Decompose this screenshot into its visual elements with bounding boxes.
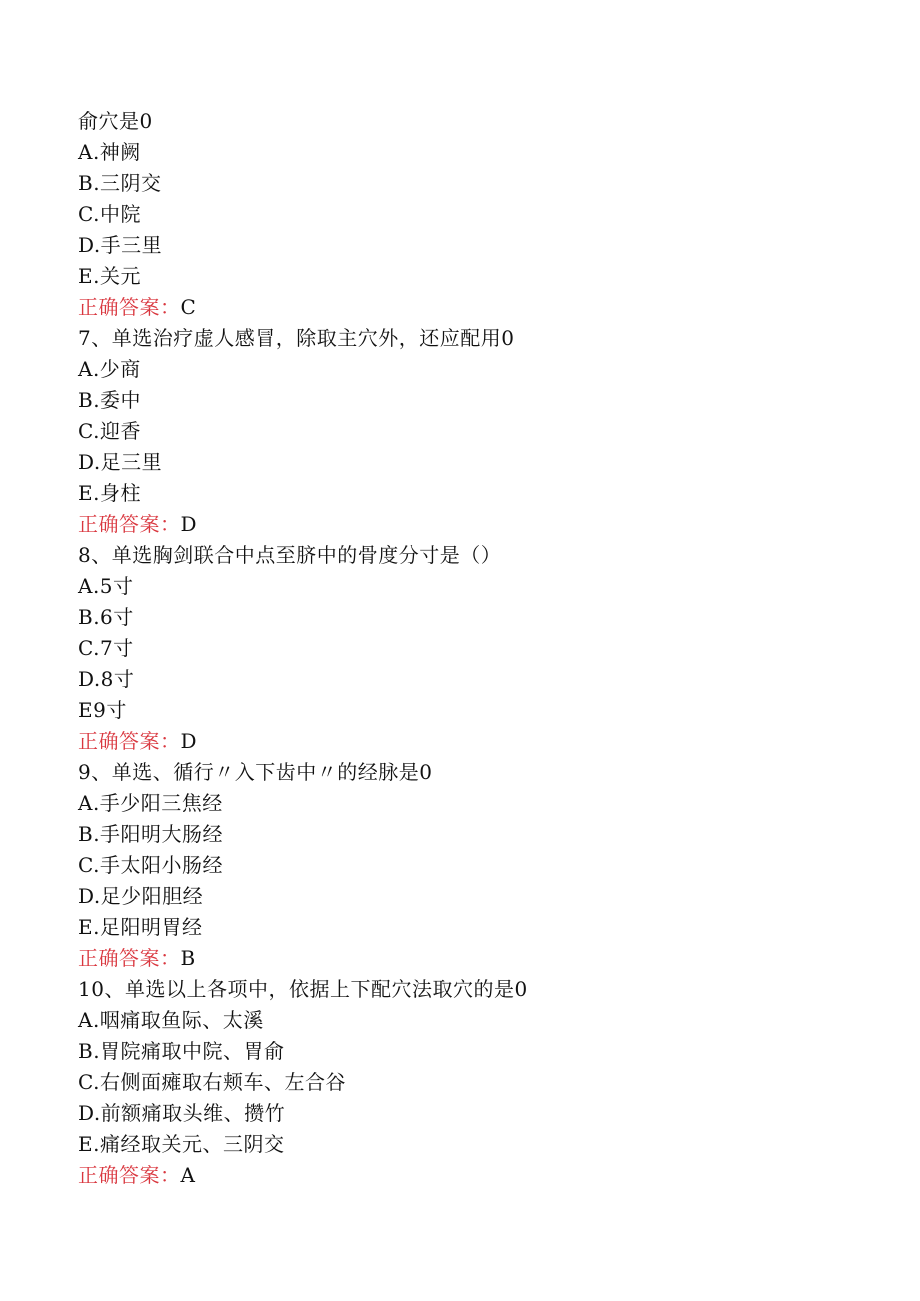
- option-c: C.右侧面瘫取右颊车、左合谷: [78, 1070, 346, 1094]
- option-c: C.手太阳小肠经: [78, 853, 223, 877]
- option-d: D.前额痛取头维、攒竹: [78, 1101, 286, 1125]
- answer-value: A: [180, 1163, 196, 1187]
- question-text: 10、单选以上各项中，依据上下配穴法取穴的是0: [78, 977, 528, 1001]
- option-a: A.咽痛取鱼际、太溪: [78, 1008, 264, 1032]
- question-text: 8、单选胸剑联合中点至脐中的骨度分寸是（）: [78, 543, 502, 567]
- option-d: D.足三里: [78, 450, 163, 474]
- option-c: C.迎香: [78, 419, 141, 443]
- option-a: A.手少阳三焦经: [78, 791, 223, 815]
- answer-label: 正确答案：: [78, 512, 181, 536]
- option-e: E9寸: [78, 698, 127, 722]
- option-a: A.少商: [78, 357, 141, 381]
- option-d: D.手三里: [78, 233, 163, 257]
- option-b: B.三阴交: [78, 171, 162, 195]
- question-text: 9、单选、循行〃入下齿中〃的经脉是0: [78, 760, 433, 784]
- document-body: [78, 106, 878, 1191]
- answer-value: B: [180, 946, 196, 970]
- answer-value: D: [180, 729, 198, 753]
- question-text: 7、单选治疗虚人感冒，除取主穴外，还应配用0: [78, 326, 515, 350]
- option-b: B.6寸: [78, 605, 134, 629]
- correct-answer: [78, 943, 878, 974]
- answer-label: 正确答案：: [78, 946, 181, 970]
- option-e: E.身柱: [78, 481, 141, 505]
- correct-answer: [78, 1160, 878, 1191]
- correct-answer: [78, 726, 878, 757]
- correct-answer: [78, 509, 878, 540]
- option-c: C.7寸: [78, 636, 134, 660]
- answer-value: D: [180, 512, 198, 536]
- option-a: A.5寸: [78, 574, 134, 598]
- question-text: 俞穴是0: [78, 109, 153, 133]
- option-b: B.委中: [78, 388, 142, 412]
- option-d: D.8寸: [78, 667, 135, 691]
- option-e: E.足阳明胃经: [78, 915, 203, 939]
- option-d: D.足少阳胆经: [78, 884, 204, 908]
- answer-label: 正确答案：: [78, 729, 181, 753]
- option-e: E.痛经取关元、三阴交: [78, 1132, 285, 1156]
- answer-label: 正确答案：: [78, 1163, 181, 1187]
- answer-value: C: [180, 295, 197, 319]
- correct-answer: [78, 292, 878, 323]
- option-e: E.关元: [78, 264, 141, 288]
- option-c: C.中院: [78, 202, 141, 226]
- answer-label: 正确答案：: [78, 295, 181, 319]
- option-a: A.神阙: [78, 140, 141, 164]
- option-b: B.胃院痛取中院、胃俞: [78, 1039, 285, 1063]
- option-b: B.手阳明大肠经: [78, 822, 224, 846]
